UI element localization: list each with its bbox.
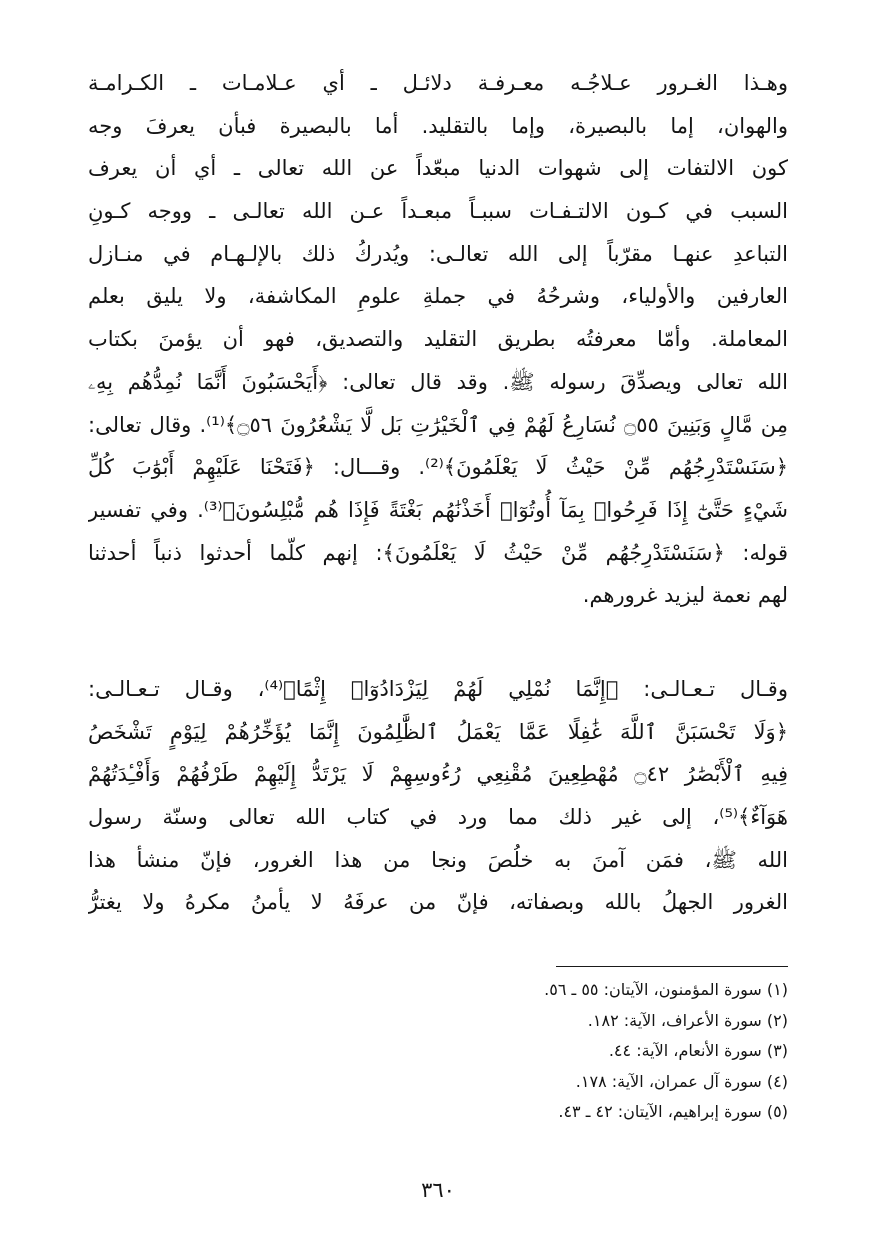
footnote-1: (١) سورة المؤمنون، الآيتان: ٥٥ ـ ٥٦. (544, 980, 788, 999)
footnote-3: (٣) سورة الأنعام، الآية: ٤٤. (608, 1041, 788, 1060)
page-number: ٣٦٠ (421, 1178, 455, 1202)
text-line: ﴿وَلَا تَحْسَبَنَّ ٱللَّهَ غَٰفِلًا عَمَّا يَعْمَلُ ٱلظَّٰلِمُونَ إِنَّمَا يُؤَخِّرُهُمْ لِيَوْمٍ تَشْخَصُ (88, 719, 788, 744)
footnotes (428, 975, 788, 1128)
footnote-4: (٤) سورة آل عمران، الآية: ١٧٨. (575, 1071, 788, 1091)
text-line: العارفين والأولياء، وشرحُهُ في جملةِ علومِ المكاشفة، ولا يليق بعلم (88, 284, 788, 309)
text-line: المعاملة. وأمّا معرفتُه بطريق التقليد والتصديق، فهو أن يؤمنَ بكتاب (88, 327, 788, 352)
footnote-5: (٥) سورة إبراهيم، الآيتان: ٤٢ ـ ٤٣. (558, 1102, 788, 1121)
text-line: الغرور الجهلُ بالله وبصفاته، فإنّ من عرفَهُ لا يأمنُ مكرهُ ولا يغترُّ (88, 890, 788, 915)
text-line: فِيهِ ٱلْأَبْصَٰرُ ۝٤٢ مُهْطِعِينَ مُقْنِعِي رُءُوسِهِمْ لَا يَرْتَدُّ إِلَيْهِمْ طَرْفُهُمْ وَأَفْـِٔدَتُهُمْ (88, 762, 788, 787)
text-line: لهم نعمة ليزيد غرورهم. (582, 583, 788, 608)
text-line: وهـذا الغـرور عـلاجُـه معـرفـة دلائـل ـ أي عـلامـات ـ الكـرامـة (88, 71, 788, 95)
text-line: شَيْءٍ حَتَّىٰٓ إِذَا فَرِحُوا۟ بِمَآ أُوتُوٓا۟ أَخَذْنَٰهُم بَغْتَةً فَإِذَا هُم مُّبْلِسُونَ﴾⁽³⁾. وفي تفسير (88, 497, 788, 522)
text-line: ﴿سَنَسْتَدْرِجُهُم مِّنْ حَيْثُ لَا يَعْلَمُونَ﴾⁽²⁾. وقـــال: ﴿فَتَحْنَا عَلَيْهِمْ أَبْوَٰبَ كُلِّ (88, 455, 788, 480)
footnote-2: (٢) سورة الأعراف، الآية: ١٨٢. (587, 1010, 788, 1030)
text-line: التباعدِ عنهـا مقرّباً إلى الله تعالـى: ويُدركُ ذلك بالإلـهـام في منـازل (88, 241, 788, 266)
text-line: مِن مَّالٍ وَبَنِينَ ۝٥٥ نُسَارِعُ لَهُمْ فِي ٱلْخَيْرَٰتِ بَل لَّا يَشْعُرُونَ ۝٥٦﴾⁽¹⁾. وقال تعالى: (88, 412, 788, 437)
text-line: قوله: ﴿سَنَسْتَدْرِجُهُم مِّنْ حَيْثُ لَا يَعْلَمُونَ﴾: إنهم كلّما أحدثوا ذنباً أحدثنا (88, 540, 788, 565)
text-line: السبب في كـون الالتـفـات سببـاً مبعـداً عـن الله تعالـى ـ ووجه كـونِ (88, 199, 788, 224)
text-line: الله ﷺ، فمَن آمنَ به خلُصَ ونجا من هذا الغرور، فإنّ منشأ هذا (88, 847, 788, 872)
paragraph-1 (88, 62, 788, 617)
text-line: الله تعالى ويصدِّقَ رسوله ﷺ. وقد قال تعالى: ﴿أَيَحْسَبُونَ أَنَّمَا نُمِدُّهُم بِهِۦ (88, 369, 788, 394)
text-line: هَوَآءٌ﴾⁽⁵⁾، إلى غير ذلك مما ورد في كتاب الله تعالى وسنّة رسول (88, 805, 788, 830)
text-line: والهوان، إما بالبصيرة، وإما بالتقليد. أما بالبصيرة فبأن يعرفَ وجه (88, 113, 788, 138)
text-line: كون الالتفات إلى شهوات الدنيا مبعّداً عن الله تعالى ـ أي أن يعرف (88, 156, 788, 181)
paragraph-2 (88, 668, 788, 924)
text-line: وقـال تـعـالـى: ﴿إِنَّمَا نُمْلِي لَهُمْ لِيَزْدَادُوٓا۟ إِثْمًا﴾⁽⁴⁾، وقـال تـعـالـى: (88, 677, 788, 701)
footnote-divider (556, 966, 788, 967)
